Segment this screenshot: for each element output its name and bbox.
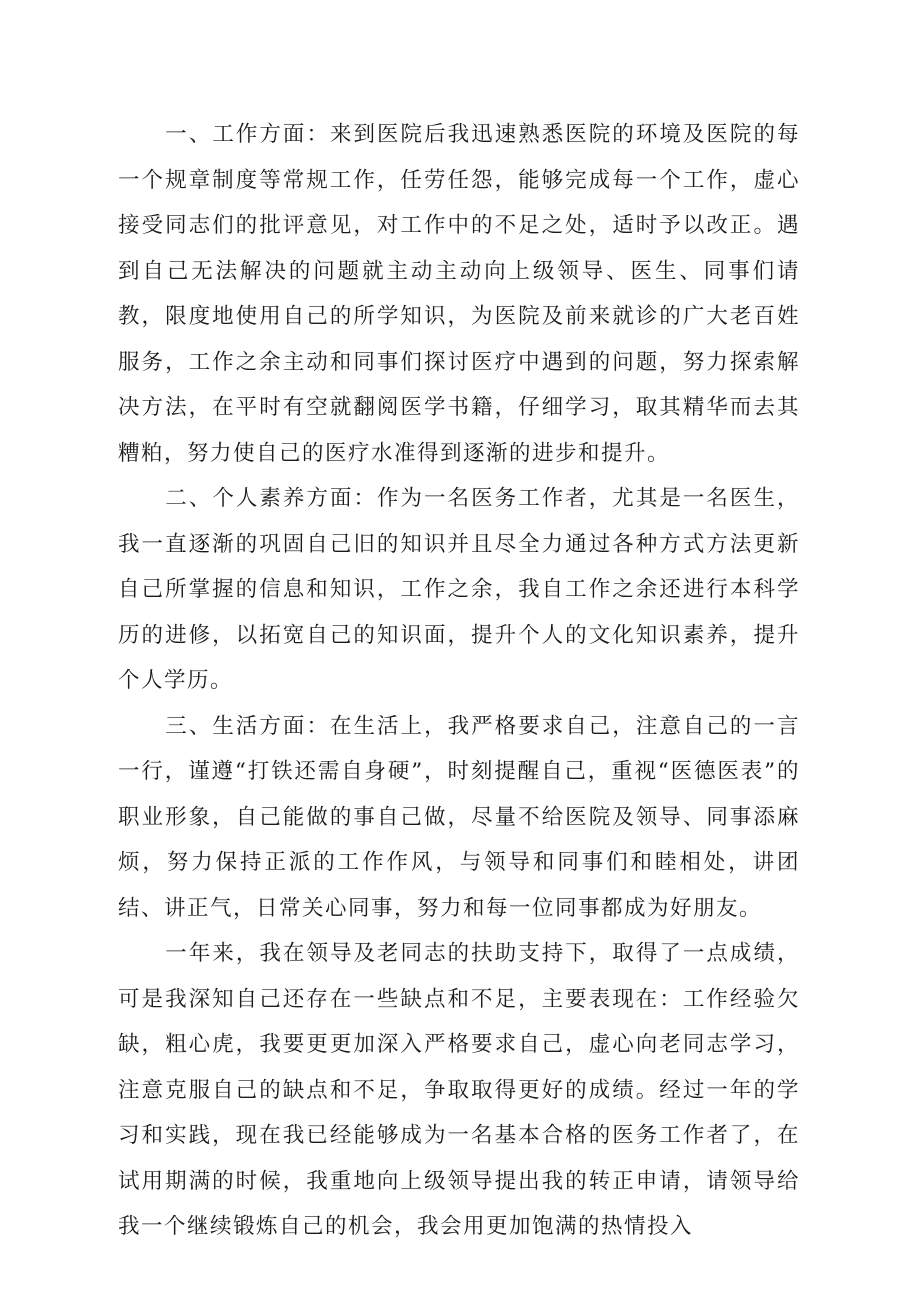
- document-body: [118, 112, 800, 1250]
- paragraph-life: 三、生活方面：在生活上，我严格要求自己，注意自己的一言一行，谨遵“打铁还需自身硬”，时刻提醒自己，重视“医德医表”的职业形象，自己能做的事自己做，尽量不给医院及领导、同事添麻烦，努力保持正派的工作作风，与领导和同事们和睦相处，讲团结、讲正气，日常关心同事，努力和每一位同事都成为好朋友。: [118, 713, 800, 921]
- paragraph-summary: 一年来，我在领导及老同志的扶助支持下，取得了一点成绩，可是我深知自己还存在一些缺点和不足，主要表现在：工作经验欠缺，粗心虎，我要更更加深入严格要求自己，虚心向老同志学习，注意克服自己的缺点和不足，争取取得更好的成绩。经过一年的学习和实践，现在我已经能够成为一名基本合格的医务工作者了，在试用期满的时候，我重地向上级领导提出我的转正申请，请领导给我一个继续锻炼自己的机会，我会用更加饱满的热情投入: [118, 941, 800, 1239]
- paragraph-work: 一、工作方面：来到医院后我迅速熟悉医院的环境及医院的每一个规章制度等常规工作，任劳任怨，能够完成每一个工作，虚心接受同志们的批评意见，对工作中的不足之处，适时予以改正。遇到自己无法解决的问题就主动主动向上级领导、医生、同事们请教，限度地使用自己的所学知识，为医院及前来就诊的广大老百姓服务，工作之余主动和同事们探讨医疗中遇到的问题，努力探索解决方法，在平时有空就翻阅医学书籍，仔细学习，取其精华而去其糟粕，努力使自己的医疗水准得到逐渐的进步和提升。: [118, 122, 800, 466]
- paragraph-personal-quality: 二、个人素养方面：作为一名医务工作者，尤其是一名医生，我一直逐渐的巩固自己旧的知识并且尽全力通过各种方式方法更新自己所掌握的信息和知识，工作之余，我自工作之余还进行本科学历的进修，以拓宽自己的知识面，提升个人的文化知识素养，提升个人学历。: [118, 486, 800, 693]
